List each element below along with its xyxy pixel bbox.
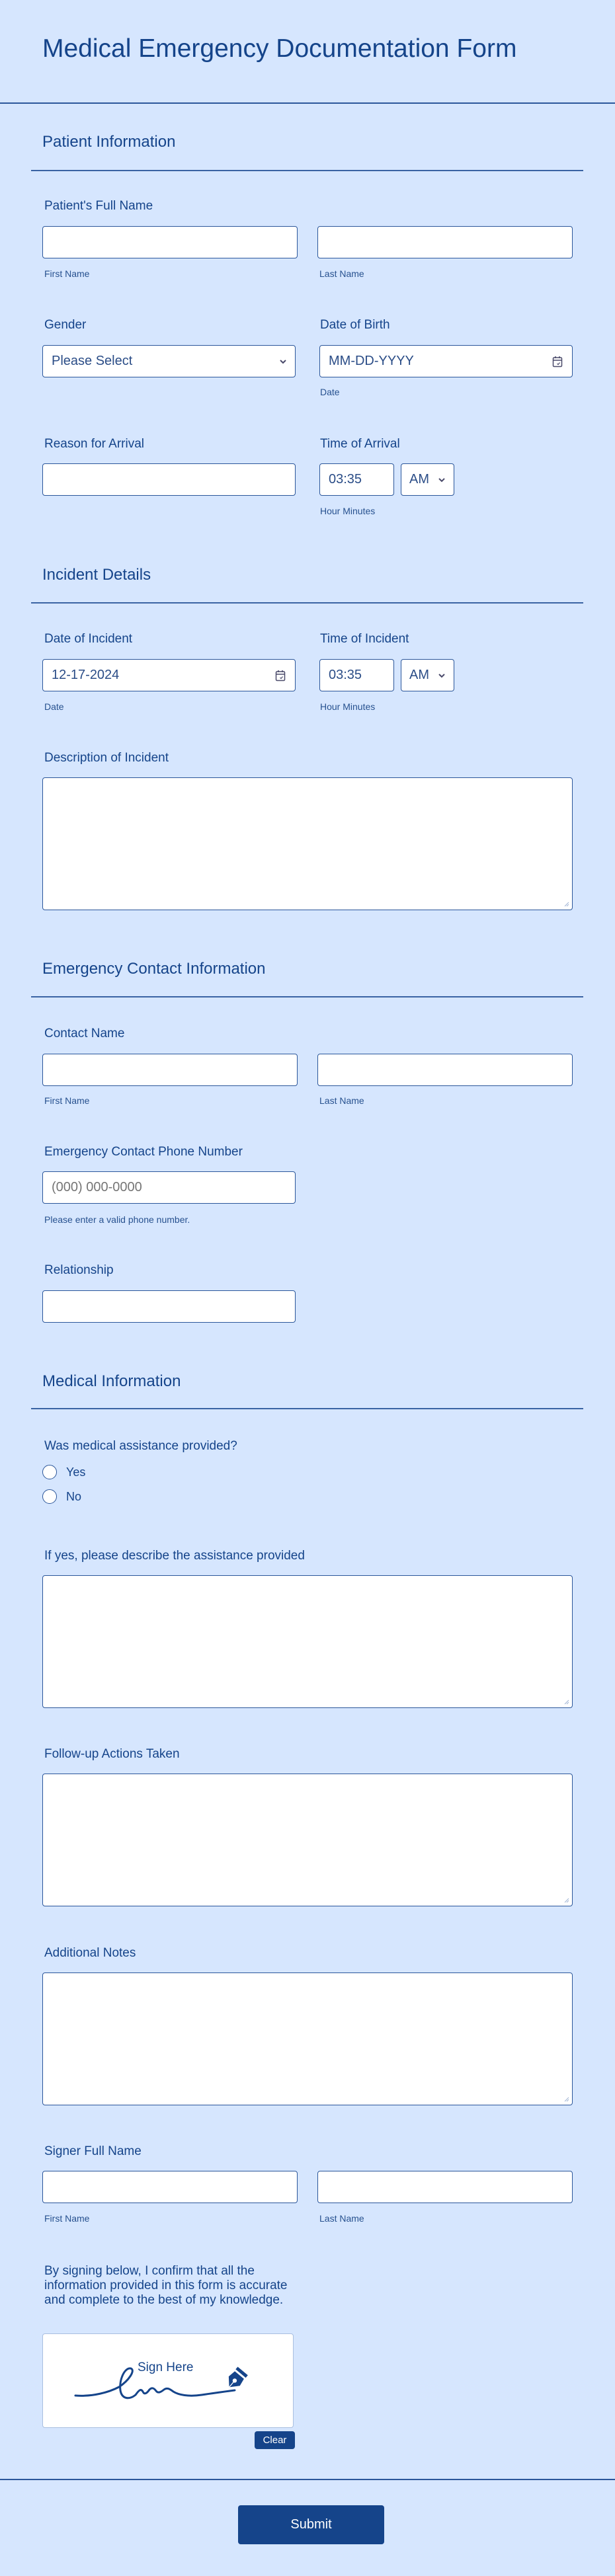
contact-first-name-input[interactable] xyxy=(42,1054,298,1086)
incident-date-label: Date of Incident xyxy=(44,632,133,646)
patient-full-name-label: Patient's Full Name xyxy=(44,199,153,213)
notes-label: Additional Notes xyxy=(44,1946,136,1960)
section-divider xyxy=(31,170,583,171)
first-name-sublabel: First Name xyxy=(44,2213,90,2224)
header-divider xyxy=(0,102,615,104)
assistance-desc-label: If yes, please describe the assistance provided xyxy=(44,1549,305,1563)
reason-label: Reason for Arrival xyxy=(44,437,145,451)
incident-time-label: Time of Incident xyxy=(320,632,409,646)
incident-date-value: 12-17-2024 xyxy=(52,668,120,682)
arrival-time-input[interactable] xyxy=(319,463,394,496)
section-heading-patient: Patient Information xyxy=(42,133,176,151)
radio-label: No xyxy=(66,1489,82,1503)
contact-name-label: Contact Name xyxy=(44,1027,125,1040)
arrival-time-sublabel: Hour Minutes xyxy=(320,506,376,516)
form-title: Medical Emergency Documentation Form xyxy=(42,34,517,63)
phone-label: Emergency Contact Phone Number xyxy=(44,1145,243,1159)
section-heading-emergency-contact: Emergency Contact Information xyxy=(42,960,266,978)
contact-last-name-input[interactable] xyxy=(317,1054,573,1086)
arrival-time-label: Time of Arrival xyxy=(320,437,400,451)
dob-placeholder: MM-DD-YYYY xyxy=(329,354,414,368)
relationship-input[interactable] xyxy=(42,1290,296,1323)
incident-description-textarea[interactable] xyxy=(42,777,573,910)
incident-date-sublabel: Date xyxy=(44,701,64,712)
chevron-down-icon xyxy=(438,477,446,483)
incident-ampm-value: AM xyxy=(409,668,429,682)
incident-time-input[interactable] xyxy=(319,659,394,691)
resize-grip-icon[interactable] xyxy=(563,900,569,907)
radio-option-no[interactable] xyxy=(42,1489,81,1504)
first-name-sublabel: First Name xyxy=(44,1095,90,1106)
incident-time-sublabel: Hour Minutes xyxy=(320,701,376,712)
radio-label: Yes xyxy=(66,1465,86,1479)
assistance-desc-textarea[interactable] xyxy=(42,1575,573,1708)
first-name-sublabel: First Name xyxy=(44,268,90,279)
incident-date-input[interactable] xyxy=(42,659,296,691)
last-name-sublabel: Last Name xyxy=(319,268,364,279)
footer-divider xyxy=(0,2479,615,2480)
patient-first-name-input[interactable] xyxy=(42,226,298,258)
calendar-icon[interactable] xyxy=(552,356,563,368)
phone-hint: Please enter a valid phone number. xyxy=(44,1214,190,1225)
radio-button[interactable] xyxy=(42,1489,57,1504)
assistance-question: Was medical assistance provided? xyxy=(44,1439,237,1453)
dob-label: Date of Birth xyxy=(320,318,390,332)
patient-last-name-input[interactable] xyxy=(317,226,573,258)
signer-name-label: Signer Full Name xyxy=(44,2144,142,2158)
reason-input[interactable] xyxy=(42,463,296,496)
resize-grip-icon[interactable] xyxy=(563,1896,569,1903)
section-divider xyxy=(31,602,583,604)
followup-label: Follow-up Actions Taken xyxy=(44,1747,180,1761)
arrival-ampm-select[interactable] xyxy=(401,463,454,496)
dob-sublabel: Date xyxy=(320,387,340,397)
phone-input[interactable] xyxy=(42,1171,296,1204)
followup-textarea[interactable] xyxy=(42,1774,573,1906)
incident-description-label: Description of Incident xyxy=(44,751,169,765)
gender-select[interactable] xyxy=(42,345,296,377)
resize-grip-icon[interactable] xyxy=(563,2095,569,2102)
signature-pen-icon xyxy=(73,2361,265,2407)
sign-here-prompt: Sign Here xyxy=(138,2361,194,2374)
incident-ampm-select[interactable] xyxy=(401,659,454,691)
radio-button[interactable] xyxy=(42,1465,57,1479)
section-divider xyxy=(31,1408,583,1409)
calendar-icon[interactable] xyxy=(275,670,286,682)
section-heading-incident: Incident Details xyxy=(42,566,151,584)
confirmation-text: By signing below, I confirm that all the information provided in this form is accurate and complete to the best of my knowledge. xyxy=(44,2264,288,2307)
gender-label: Gender xyxy=(44,318,87,332)
arrival-ampm-value: AM xyxy=(409,472,429,487)
section-heading-medical: Medical Information xyxy=(42,1372,181,1390)
submit-button[interactable]: Submit xyxy=(238,2505,384,2544)
radio-option-yes[interactable] xyxy=(42,1465,85,1479)
notes-textarea[interactable] xyxy=(42,1972,573,2105)
last-name-sublabel: Last Name xyxy=(319,1095,364,1106)
gender-selected-value: Please Select xyxy=(52,354,133,368)
signer-first-name-input[interactable] xyxy=(42,2171,298,2203)
dob-input[interactable] xyxy=(319,345,573,377)
clear-signature-button[interactable]: Clear xyxy=(255,2431,295,2449)
chevron-down-icon xyxy=(438,673,446,678)
resize-grip-icon[interactable] xyxy=(563,1698,569,1705)
chevron-down-icon xyxy=(279,359,287,364)
signature-pad[interactable] xyxy=(42,2333,294,2428)
relationship-label: Relationship xyxy=(44,1263,114,1277)
signer-last-name-input[interactable] xyxy=(317,2171,573,2203)
last-name-sublabel: Last Name xyxy=(319,2213,364,2224)
section-divider xyxy=(31,996,583,997)
